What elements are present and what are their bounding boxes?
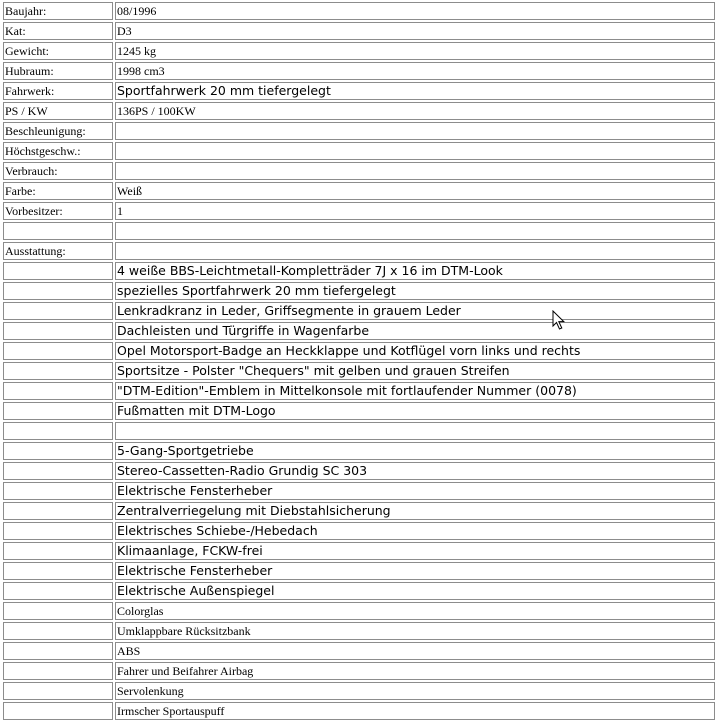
spec-label (3, 402, 113, 420)
vehicle-spec-table (1, 0, 717, 722)
spec-table-body (3, 2, 715, 720)
spec-value: 08/1996 (115, 2, 715, 20)
spec-label (3, 482, 113, 500)
spec-value: Weiß (115, 182, 715, 200)
spec-value: "DTM-Edition"-Emblem in Mittelkonsole mit fortlaufender Nummer (0078) (115, 382, 715, 400)
equipment-row (3, 462, 715, 480)
equipment-row (3, 482, 715, 500)
spec-value: 4 weiße BBS-Leichtmetall-Kompletträder 7J x 16 im DTM-Look (115, 262, 715, 280)
spec-value: Fußmatten mit DTM-Logo (115, 402, 715, 420)
spec-value: 136PS / 100KW (115, 102, 715, 120)
spec-value: Fahrer und Beifahrer Airbag (115, 662, 715, 680)
spec-value: Elektrische Fensterheber (115, 562, 715, 580)
spec-label: Höchstgeschw.: (3, 142, 113, 160)
spec-label: Vorbesitzer: (3, 202, 113, 220)
equipment-row (3, 302, 715, 320)
spec-value (115, 222, 715, 240)
spec-label (3, 282, 113, 300)
spec-label (3, 322, 113, 340)
spec-row (3, 2, 715, 20)
spec-value: Sportfahrwerk 20 mm tiefergelegt (115, 82, 715, 100)
spec-label (3, 462, 113, 480)
spec-row (3, 162, 715, 180)
spec-value (115, 422, 715, 440)
spec-row (3, 42, 715, 60)
spec-label: Fahrwerk: (3, 82, 113, 100)
spec-label: Hubraum: (3, 62, 113, 80)
spec-value: Sportsitze - Polster "Chequers" mit gelben und grauen Streifen (115, 362, 715, 380)
spec-row (3, 242, 715, 260)
equipment-row (3, 702, 715, 720)
spec-label (3, 502, 113, 520)
equipment-row (3, 262, 715, 280)
spec-row (3, 62, 715, 80)
spec-row (3, 182, 715, 200)
spec-value: ABS (115, 642, 715, 660)
spec-row (3, 202, 715, 220)
spec-label: Beschleunigung: (3, 122, 113, 140)
spec-label: Verbrauch: (3, 162, 113, 180)
spec-label (3, 222, 113, 240)
spec-label (3, 382, 113, 400)
equipment-row (3, 402, 715, 420)
spec-label (3, 542, 113, 560)
equipment-row (3, 562, 715, 580)
spec-value: Stereo-Cassetten-Radio Grundig SC 303 (115, 462, 715, 480)
spec-label (3, 602, 113, 620)
equipment-row (3, 682, 715, 700)
equipment-row (3, 382, 715, 400)
equipment-row (3, 622, 715, 640)
spec-label: Kat: (3, 22, 113, 40)
spec-label: Farbe: (3, 182, 113, 200)
spec-row (3, 122, 715, 140)
spec-label (3, 642, 113, 660)
spec-value (115, 122, 715, 140)
spec-row (3, 82, 715, 100)
spec-value: 1998 cm3 (115, 62, 715, 80)
spec-label: Ausstattung: (3, 242, 113, 260)
spec-label (3, 422, 113, 440)
spec-label (3, 562, 113, 580)
spec-row (3, 222, 715, 240)
equipment-row (3, 522, 715, 540)
spec-label (3, 682, 113, 700)
spec-value: Elektrische Außenspiegel (115, 582, 715, 600)
equipment-row (3, 442, 715, 460)
equipment-row (3, 502, 715, 520)
spec-value: Elektrische Fensterheber (115, 482, 715, 500)
spec-label (3, 362, 113, 380)
spec-row (3, 102, 715, 120)
spec-value: Zentralverriegelung mit Diebstahlsicherung (115, 502, 715, 520)
equipment-row (3, 662, 715, 680)
spec-label (3, 662, 113, 680)
spec-row (3, 22, 715, 40)
spec-value: Colorglas (115, 602, 715, 620)
spec-label (3, 702, 113, 720)
spec-value (115, 242, 715, 260)
equipment-row (3, 582, 715, 600)
equipment-row (3, 342, 715, 360)
spec-value: 1245 kg (115, 42, 715, 60)
spec-label (3, 442, 113, 460)
spec-value: Irmscher Sportauspuff (115, 702, 715, 720)
spec-value: Opel Motorsport-Badge an Heckklappe und Kotflügel vorn links und rechts (115, 342, 715, 360)
spec-label: Baujahr: (3, 2, 113, 20)
equipment-row (3, 642, 715, 660)
spec-value: Lenkradkranz in Leder, Griffsegmente in grauem Leder (115, 302, 715, 320)
spec-label (3, 622, 113, 640)
spec-value: 5-Gang-Sportgetriebe (115, 442, 715, 460)
spec-label: PS / KW (3, 102, 113, 120)
equipment-row (3, 542, 715, 560)
spec-value: D3 (115, 22, 715, 40)
spec-value: spezielles Sportfahrwerk 20 mm tiefergelegt (115, 282, 715, 300)
spec-label (3, 342, 113, 360)
spec-row (3, 142, 715, 160)
spec-label: Gewicht: (3, 42, 113, 60)
spec-value: Elektrisches Schiebe-/Hebedach (115, 522, 715, 540)
spec-value: Dachleisten und Türgriffe in Wagenfarbe (115, 322, 715, 340)
spec-value: Klimaanlage, FCKW-frei (115, 542, 715, 560)
spec-value: Umklappbare Rücksitzbank (115, 622, 715, 640)
spec-label (3, 262, 113, 280)
equipment-row (3, 362, 715, 380)
spec-value (115, 162, 715, 180)
equipment-row (3, 322, 715, 340)
equipment-row (3, 422, 715, 440)
mouse-pointer-icon (552, 310, 566, 330)
spec-label (3, 302, 113, 320)
spec-value: 1 (115, 202, 715, 220)
equipment-row (3, 282, 715, 300)
spec-value: Servolenkung (115, 682, 715, 700)
spec-value (115, 142, 715, 160)
spec-label (3, 522, 113, 540)
spec-label (3, 582, 113, 600)
equipment-row (3, 602, 715, 620)
